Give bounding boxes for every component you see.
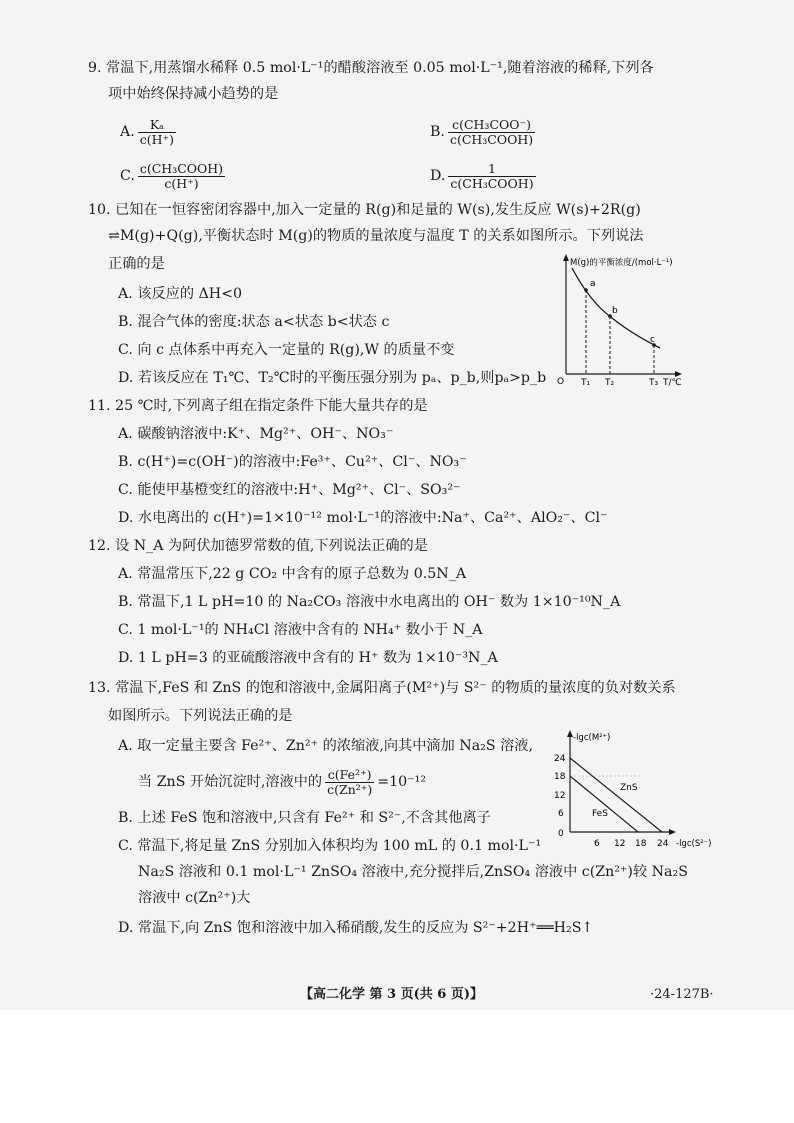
q9-option-c: C. $\frac{\text{c(CH₃COOH)}}{c(H^+)}$	[120, 160, 224, 191]
q11-option-d: D. 水电离出的 c(H⁺)=1×10⁻¹² mol·L⁻¹的溶液中:Na⁺、Ca²⁺、AlO₂⁻、Cl⁻	[118, 510, 608, 526]
q12-option-b: B. 常温下,1 L pH=10 的 Na₂CO₃ 溶液中水电离出的 OH⁻ 数为 1×10⁻¹⁰N_A	[118, 594, 621, 610]
q10-graph	[550, 250, 690, 390]
q13-xtick-24: 24	[657, 839, 669, 849]
q12-stem: 12. 设 N_A 为阿伏加德罗常数的值,下列说法正确的是	[88, 538, 428, 554]
q10-option-b: B. 混合气体的密度:状态 a<状态 b<状态 c	[118, 314, 390, 330]
q13-option-c-line1: C. 常温下,将足量 ZnS 分别加入体积均为 100 mL 的 0.1 mol·L⁻¹	[118, 838, 542, 854]
q10-label-a: a	[590, 279, 596, 289]
q10-label-b: b	[612, 306, 618, 316]
q13-label-fes: FeS	[592, 809, 608, 819]
q11-option-b: B. c(H⁺)=c(OH⁻)的溶液中:Fe³⁺、Cu²⁺、Cl⁻、NO₃⁻	[118, 454, 467, 470]
q13-x-label: -lgc(S²⁻)	[676, 839, 712, 849]
q12-option-a: A. 常温常压下,22 g CO₂ 中含有的原子总数为 0.5N_A	[118, 566, 467, 582]
q11-option-c: C. 能使甲基橙变红的溶液中:H⁺、Mg²⁺、Cl⁻、SO₃²⁻	[118, 482, 461, 498]
q13-xtick-6: 6	[594, 839, 600, 849]
q9-stem-line1: 9. 常温下,用蒸馏水稀释 0.5 mol·L⁻¹的醋酸溶液至 0.05 mol·L⁻¹,随着溶液的稀释,下列各	[88, 60, 654, 76]
q10-stem-line2: ⇌M(g)+Q(g),平衡状态时 M(g)的物质的量浓度与温度 T 的关系如图所示。下列说法	[108, 228, 644, 244]
q13-x-arrow	[669, 829, 676, 835]
q10-stem-line3: 正确的是	[108, 256, 165, 272]
q13-stem-line2: 如图所示。下列说法正确的是	[108, 708, 293, 724]
q13-option-b: B. 上述 FeS 饱和溶液中,只含有 Fe²⁺ 和 S²⁻,不含其他离子	[118, 810, 491, 826]
q12-option-d: D. 1 L pH=3 的亚硫酸溶液中含有的 H⁺ 数为 1×10⁻³N_A	[118, 650, 498, 666]
q10-option-a: A. 该反应的 ΔH<0	[118, 286, 243, 302]
q13-ytick-6: 6	[558, 809, 564, 819]
q13-xtick-18: 18	[635, 839, 647, 849]
q13-ytick-0: 0	[558, 829, 564, 839]
q10-x-arrow	[675, 371, 682, 377]
q13-option-c-line3: 溶液中 c(Zn²⁺)大	[138, 890, 251, 906]
q13-label-zns: ZnS	[620, 783, 638, 793]
q10-stem-line1: 10. 已知在一恒容密闭容器中,加入一定量的 R(g)和足量的 W(s),发生反应 W(s)+2R(g)	[88, 202, 641, 218]
q10-tick-t3: T₃	[649, 378, 659, 388]
q13-line-zns	[570, 758, 662, 832]
q9-stem-line2: 项中始终保持减小趋势的是	[108, 86, 279, 102]
q9-option-b: B. $\frac{\text{c(CH₃COO⁻)}}{\text{c(CH₃COOH)}}$	[430, 116, 534, 147]
q11-option-a: A. 碳酸钠溶液中:K⁺、Mg²⁺、OH⁻、NO₃⁻	[118, 426, 394, 442]
q9-option-a: A. $\frac{\text{Kₐ}}{c(H^+)}$	[120, 116, 175, 147]
q10-tick-t1: T₁	[581, 378, 591, 388]
q13-option-a-line1: A. 取一定量主要含 Fe²⁺、Zn²⁺ 的浓缩液,向其中滴加 Na₂S 溶液,	[118, 738, 533, 754]
q13-ytick-18: 18	[554, 772, 566, 782]
q13-option-a-line2: 当 ZnS 开始沉淀时,溶液中的 $\frac{\text{c(Fe²⁺)}}{\text{c(Zn²⁺)}}$ =10⁻¹²	[138, 766, 427, 797]
page-footer-code: ·24-127B·	[650, 987, 714, 1002]
page-footer-center: 【高二化学 第 3 页(共 6 页)】	[300, 987, 484, 1002]
q10-point-a	[584, 288, 588, 292]
q13-y-label: -lgc(M²⁺)	[573, 733, 611, 743]
q12-option-c: C. 1 mol·L⁻¹的 NH₄Cl 溶液中含有的 NH₄⁺ 数小于 N_A	[118, 622, 483, 638]
q10-label-c: c	[650, 335, 655, 345]
q10-y-arrow	[563, 254, 569, 261]
q9-option-d: D. $\frac{1}{\text{c(CH₃COOH)}}$	[430, 160, 534, 191]
q10-tick-t2: T₂	[605, 378, 615, 388]
q13-xtick-12: 12	[614, 839, 626, 849]
q10-option-d: D. 若该反应在 T₁℃、T₂℃时的平衡压强分别为 pₐ、p_b,则pₐ>p_b	[118, 370, 547, 386]
q10-origin: O	[557, 377, 565, 387]
q10-x-label: T/℃	[663, 378, 682, 388]
q13-stem-line1: 13. 常温下,FeS 和 ZnS 的饱和溶液中,金属阳离子(M²⁺)与 S²⁻ 的物质的量浓度的负对数关系	[88, 680, 676, 696]
q10-option-c: C. 向 c 点体系中再充入一定量的 R(g),W 的质量不变	[118, 342, 455, 358]
q13-option-c-line2: Na₂S 溶液和 0.1 mol·L⁻¹ ZnSO₄ 溶液中,充分搅拌后,ZnSO₄ 溶液中 c(Zn²⁺)较 Na₂S	[138, 864, 688, 880]
q13-ytick-24: 24	[554, 754, 566, 764]
q13-graph	[540, 728, 720, 858]
q10-y-label: M(g)的平衡浓度/(mol·L⁻¹)	[570, 258, 673, 268]
q13-ytick-12: 12	[554, 791, 566, 801]
q11-stem: 11. 25 ℃时,下列离子组在指定条件下能大量共存的是	[88, 398, 428, 414]
q13-option-d: D. 常温下,向 ZnS 饱和溶液中加入稀硝酸,发生的反应为 S²⁻+2H⁺══H₂S↑	[118, 920, 594, 936]
